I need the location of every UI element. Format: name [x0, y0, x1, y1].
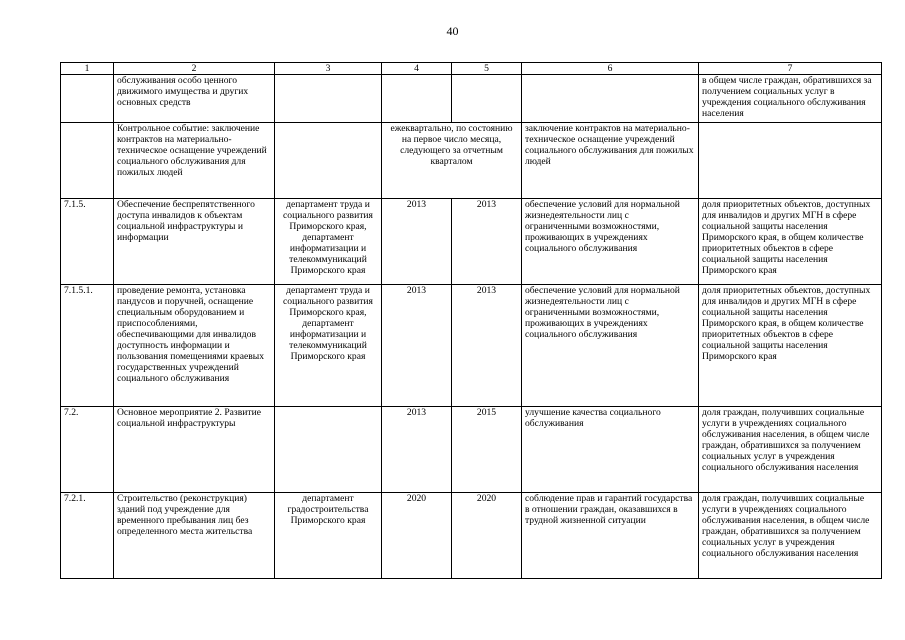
page-number: 40 — [446, 24, 459, 38]
executor: департамент труда и социального развития Приморского края, департамент информатизации и телекоммуникаций Приморского края — [275, 285, 382, 407]
start-year: 2020 — [382, 493, 452, 579]
end-year: 2013 — [452, 199, 522, 285]
activity-name: Строительство (реконструкция) зданий под учреждение для временного пребывания лиц без определенного места жительства — [114, 493, 275, 579]
table-row — [61, 123, 882, 199]
table-row — [61, 285, 882, 407]
program-table — [60, 62, 882, 579]
start-year: 2013 — [382, 407, 452, 493]
expected-result: улучшение качества социального обслуживания — [522, 407, 699, 493]
executor — [275, 407, 382, 493]
header-row — [61, 63, 882, 75]
header-col-7: 7 — [699, 63, 882, 75]
row-number — [61, 75, 114, 123]
row-number: 7.2. — [61, 407, 114, 493]
activity-name: Обеспечение беспрепятственного доступа инвалидов к объектам социальной инфраструктуры и информации — [114, 199, 275, 285]
expected-result — [522, 75, 699, 123]
indicator: доля приоритетных объектов, доступных для инвалидов и других МГН в сфере социальной защиты населения Приморского края, в общем количестве приоритетных объектов в сфере социальной защиты населения Приморского края — [699, 285, 882, 407]
indicator — [699, 123, 882, 199]
header-col-3: 3 — [275, 63, 382, 75]
executor — [275, 75, 382, 123]
table-row — [61, 493, 882, 579]
start-year: 2013 — [382, 199, 452, 285]
start-year: 2013 — [382, 285, 452, 407]
end-year: 2020 — [452, 493, 522, 579]
activity-name: Контрольное событие: заключение контрактов на материально-техническое оснащение учреждений социального обслуживания для пожилых людей — [114, 123, 275, 199]
indicator: доля граждан, получивших социальные услуги в учреждениях социального обслуживания населения, в общем числе граждан, обратившихся за получением социальных услуг в учреждения социального обслуживания населения — [699, 493, 882, 579]
row-number: 7.2.1. — [61, 493, 114, 579]
end-year — [452, 75, 522, 123]
table-row — [61, 75, 882, 123]
expected-result: заключение контрактов на материально-техническое оснащение учреждений социального обслуживания для пожилых людей — [522, 123, 699, 199]
activity-name: проведение ремонта, установка пандусов и поручней, оснащение специальным оборудованием и приспособлениями, обеспечивающими для инвалидов доступность информации и пользования помещениями краевых государственных учреждений социального обслуживания — [114, 285, 275, 407]
expected-result: соблюдение прав и гарантий государства в отношении граждан, оказавшихся в трудной жизненной ситуации — [522, 493, 699, 579]
header-col-2: 2 — [114, 63, 275, 75]
end-year: 2015 — [452, 407, 522, 493]
header-col-1: 1 — [61, 63, 114, 75]
table-row — [61, 199, 882, 285]
row-number — [61, 123, 114, 199]
header-col-6: 6 — [522, 63, 699, 75]
expected-result: обеспечение условий для нормальной жизнедеятельности лиц с ограниченными возможностями, проживающих в учреждениях социального обслуживания — [522, 199, 699, 285]
executor: департамент труда и социального развития Приморского края, департамент информатизации и телекоммуникаций Приморского края — [275, 199, 382, 285]
activity-name: Основное мероприятие 2. Развитие социальной инфраструктуры — [114, 407, 275, 493]
executor: департамент градостроительства Приморского края — [275, 493, 382, 579]
executor — [275, 123, 382, 199]
header-col-5: 5 — [452, 63, 522, 75]
indicator: доля приоритетных объектов, доступных для инвалидов и других МГН в сфере социальной защиты населения Приморского края, в общем количестве приоритетных объектов в сфере социальной защиты населения Приморского края — [699, 199, 882, 285]
activity-name: обслуживания особо ценного движимого имущества и других основных средств — [114, 75, 275, 123]
indicator: доля граждан, получивших социальные услуги в учреждениях социального обслуживания населения, в общем числе граждан, обратившихся за получением социальных услуг в учреждения социального обслуживания населения — [699, 407, 882, 493]
start-year — [382, 75, 452, 123]
header-col-4: 4 — [382, 63, 452, 75]
end-year: 2013 — [452, 285, 522, 407]
expected-result: обеспечение условий для нормальной жизнедеятельности лиц с ограниченными возможностями, проживающих в учреждениях социального обслуживания — [522, 285, 699, 407]
row-number: 7.1.5. — [61, 199, 114, 285]
table-row — [61, 407, 882, 493]
term-merged: ежеквартально, по состоянию на первое число месяца, следующего за отчетным кварталом — [382, 123, 522, 199]
indicator: в общем числе граждан, обратившихся за получением социальных услуг в учреждения социального обслуживания населения — [699, 75, 882, 123]
row-number: 7.1.5.1. — [61, 285, 114, 407]
